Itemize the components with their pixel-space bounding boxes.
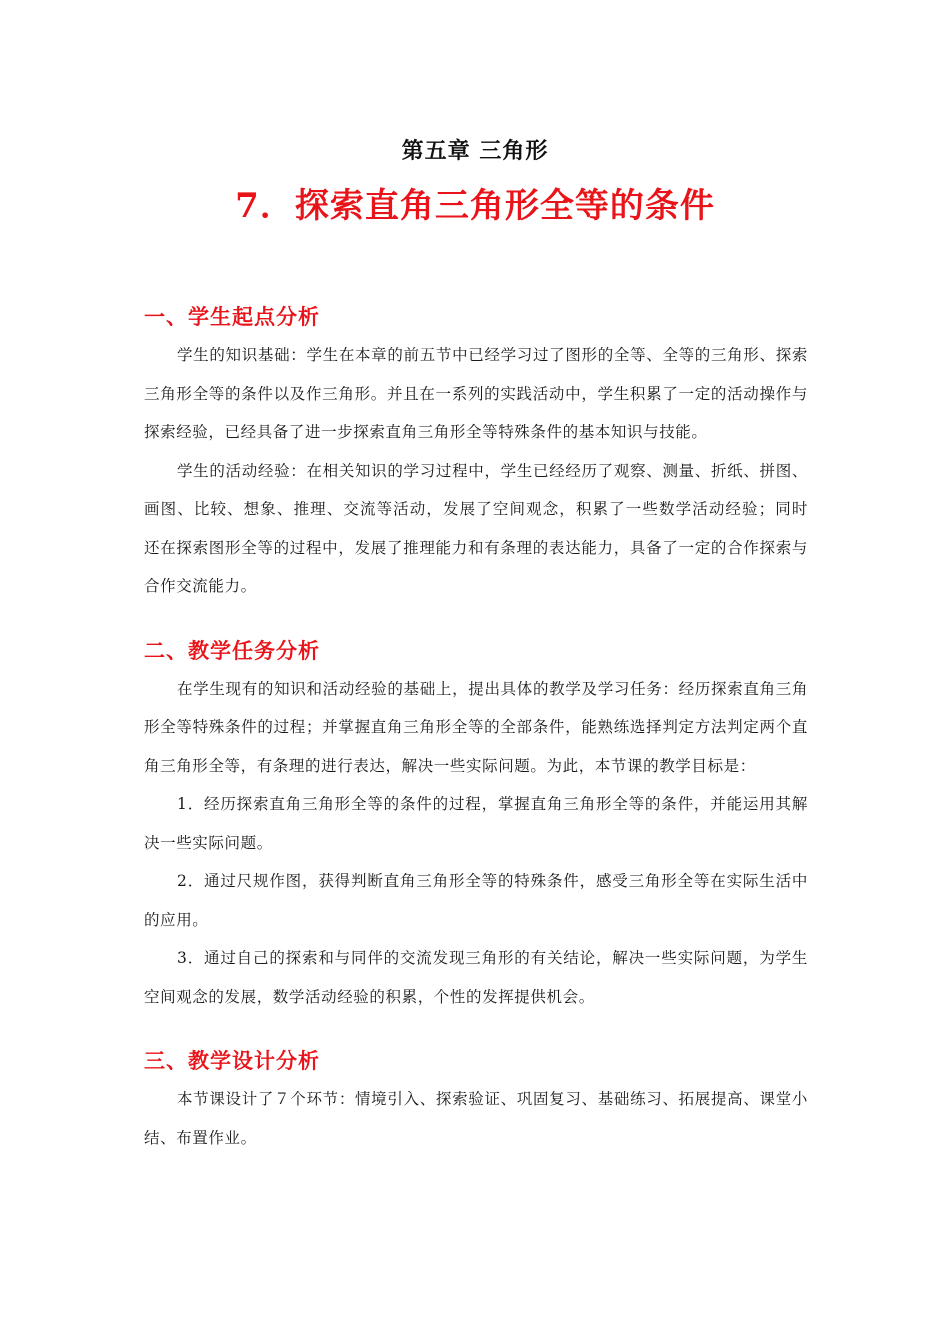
paragraph: 学生的活动经验：在相关知识的学习过程中，学生已经经历了观察、测量、折纸、拼图、画图、比较、想象、推理、交流等活动，发展了空间观念，积累了一些数学活动经验；同时 还在探索图形全等的过程中，发展了推理能力和有条理的表达能力，具备了一定的合作探索与合作交流能力。 [144, 461, 808, 595]
section-heading: 一、学生起点分析 [144, 304, 320, 329]
paragraph: 学生的知识基础：学生在本章的前五节中已经学习过了图形的全等、全等的三角形、探索三角形全等的条件以及作三角形。并且在一系列的实践活动中，学生积累了一定的活动操作与探索经验，已经具备了进一步探索直角三角形全等特殊条件的基本知识与技能。 [144, 346, 808, 441]
section-student-analysis [144, 300, 808, 606]
chapter-title: 第五章 三角形 [401, 138, 549, 164]
section-heading: 二、教学任务分析 [144, 637, 320, 663]
section-design-analysis [144, 1044, 808, 1157]
document-body [144, 300, 808, 1157]
goal-item: 1．经历探索直角三角形全等的条件的过程，掌握直角三角形全等的条件，并能运用其解决一些实际问题。 [144, 795, 808, 852]
goal-item: 2．通过尺规作图，获得判断直角三角形全等的特殊条件，感受三角形全等在实际生活中的应用。 [144, 872, 808, 929]
section-heading: 三、教学设计分析 [144, 1048, 320, 1073]
section-task-analysis [144, 634, 808, 1017]
lesson-title: 7．探索直角三角形全等的条件 [235, 186, 715, 226]
goal-item: 3．通过自己的探索和与同伴的交流发现三角形的有关结论，解决一些实际问题，为学生空间观念的发展，数学活动经验的积累，个性的发挥提供机会。 [144, 949, 808, 1006]
paragraph: 本节课设计了７个环节：情境引入、探索验证、巩固复习、基础练习、拓展提高、课堂小结、布置作业。 [144, 1090, 808, 1147]
paragraph: 在学生现有的知识和活动经验的基础上，提出具体的教学及学习任务：经历探索直角三角形全等特殊条件的过程；并掌握直角三角形全等的全部条件，能熟练选择判定方法判定两个直角三角形全等，有条理的进行表达，解决一些实际问题。为此，本节课的教学目标是： [144, 679, 808, 775]
